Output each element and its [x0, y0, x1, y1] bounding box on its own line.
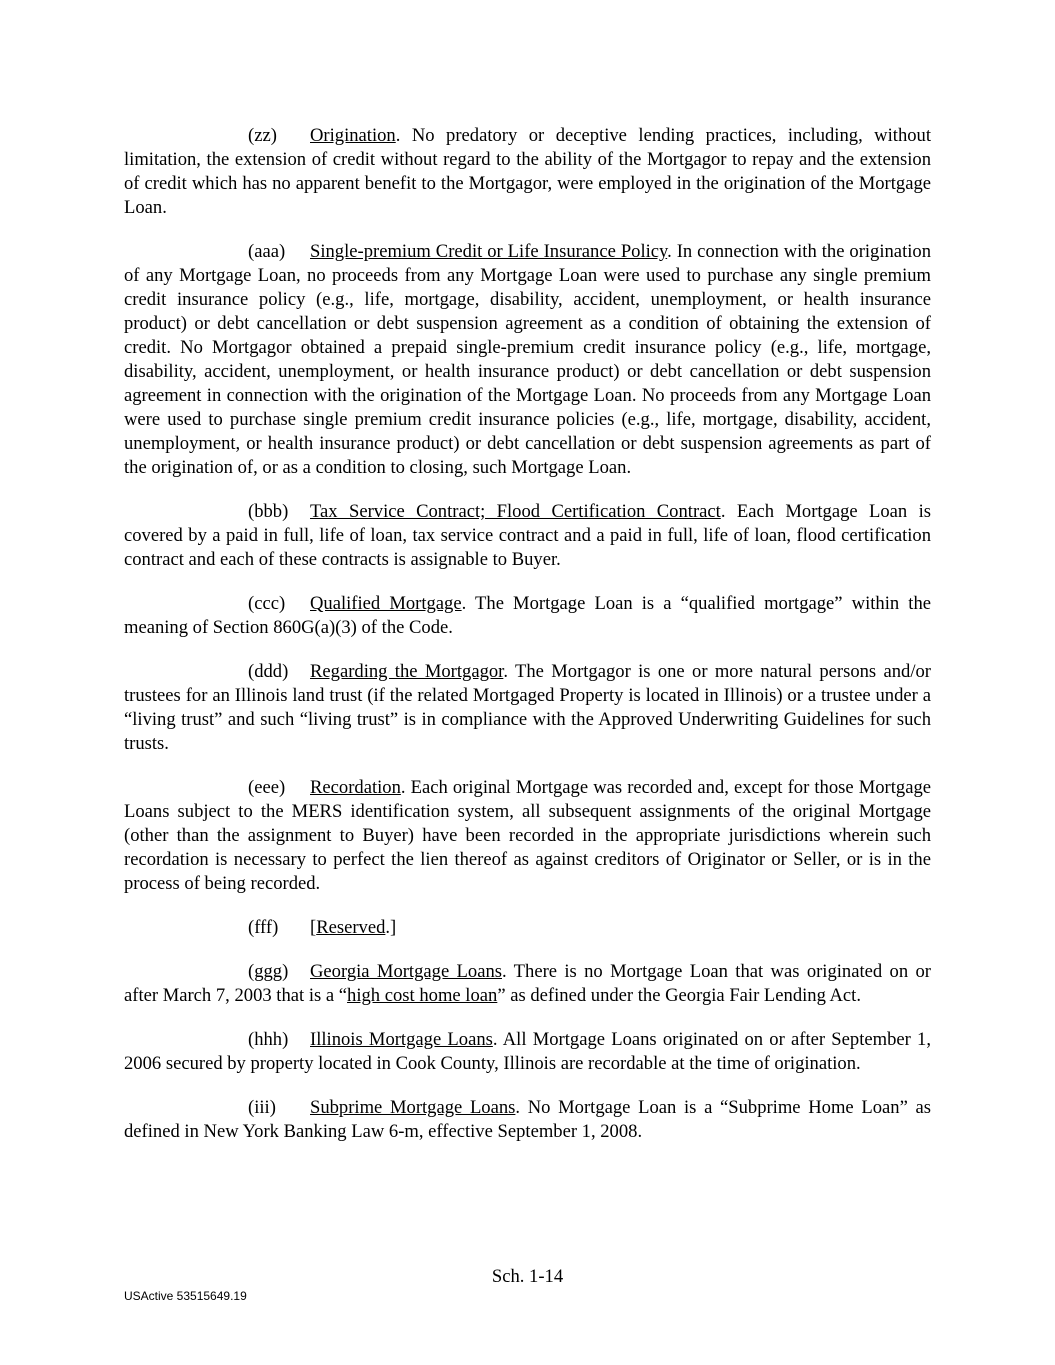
document-body	[124, 124, 931, 1164]
section-bbb	[124, 500, 931, 572]
section-hhh	[124, 1028, 931, 1076]
section-text: . The Mortgage Loan is a “qualified mortgage” within the meaning of Section 860G(a)(3) of the Code.	[124, 593, 932, 638]
section-text: . No predatory or deceptive lending practices, including, without limitation, the extension of credit without regard to the ability of the Mortgagor to repay and the extension of credit which has no apparent benefit to the Mortgagor, were employed in the origination of the Mortgage Loan.	[124, 125, 931, 218]
section-heading: Recordation	[310, 777, 401, 798]
defined-term: high cost home loan	[347, 985, 498, 1006]
section-number: (aaa)	[248, 241, 286, 262]
section-number: (zz)	[248, 125, 277, 146]
section-zz	[124, 124, 931, 220]
document-id: USActive 53515649.19	[124, 1289, 247, 1303]
section-ddd	[124, 660, 931, 756]
section-text: .]	[385, 917, 397, 938]
section-ggg	[124, 960, 931, 1008]
section-heading: Tax Service Contract; Flood Certification Contract	[310, 501, 721, 522]
section-eee	[124, 776, 931, 896]
section-heading: Single-premium Credit or Life Insurance Policy	[310, 241, 668, 262]
section-number: (ccc)	[248, 593, 286, 614]
page-number: Sch. 1-14	[491, 1266, 564, 1287]
section-text-after: ” as defined under the Georgia Fair Lending Act.	[497, 985, 861, 1006]
section-number: (ggg)	[248, 961, 289, 982]
section-text: . No Mortgage Loan is a “Subprime Home Loan” as defined in New York Banking Law 6-m, effective September 1, 2008.	[124, 1097, 931, 1142]
section-text: . In connection with the origination of any Mortgage Loan, no proceeds from any Mortgage Loan were used to purchase any single premium credit insurance policy (e.g., life, mortgage, disability, accident, unemployment, or health insurance product) or debt cancellation or debt suspension agreement as a condition of obtaining the extension of credit. No Mortgagor obtained a prepaid single-premium credit insurance policy (e.g., life, mortgage, disability, accident, unemployment, or health insurance product) or debt cancellation or debt suspension agreement in connection with the origination of the Mortgage Loan. No proceeds from any Mortgage Loan were used to purchase single premium credit insurance policies (e.g., life, mortgage, disability, accident, unemployment, or health insurance product) or debt cancellation or debt suspension agreements as part of the origination of, or as a condition to closing, such Mortgage Loan.	[124, 241, 931, 478]
section-heading: Origination	[310, 125, 396, 146]
section-text: . The Mortgagor is one or more natural persons and/or trustees for an Illinois land trust (if the related Mortgaged Property is located in Illinois) or a trustee under a “living trust” and such “living trust” is in compliance with the Approved Underwriting Guidelines for such trusts.	[124, 661, 931, 754]
section-number: (hhh)	[248, 1029, 289, 1050]
section-prefix: [	[310, 917, 317, 938]
section-heading: Qualified Mortgage	[310, 593, 462, 614]
section-heading: Illinois Mortgage Loans	[310, 1029, 493, 1050]
section-number: (fff)	[248, 917, 279, 938]
section-iii	[124, 1096, 931, 1144]
section-number: (bbb)	[248, 501, 289, 522]
section-fff	[124, 916, 931, 940]
section-heading: Subprime Mortgage Loans	[310, 1097, 516, 1118]
section-aaa	[124, 240, 931, 480]
section-heading: Reserved	[316, 917, 386, 938]
section-heading: Regarding the Mortgagor	[310, 661, 504, 682]
section-heading: Georgia Mortgage Loans	[310, 961, 502, 982]
section-text: . Each Mortgage Loan is covered by a paid in full, life of loan, tax service contract and a paid in full, life of loan, flood certification contract and each of these contracts is assignable to Buyer.	[124, 501, 932, 570]
section-number: (ddd)	[248, 661, 289, 682]
section-number: (eee)	[248, 777, 286, 798]
section-number: (iii)	[248, 1097, 276, 1118]
section-text: . There is no Mortgage Loan that was originated on or after March 7, 2003 that is a “	[124, 961, 931, 1006]
section-text: . All Mortgage Loans originated on or after September 1, 2006 secured by property located in Cook County, Illinois are recordable at the time of origination.	[124, 1029, 931, 1074]
section-text: . Each original Mortgage was recorded and, except for those Mortgage Loans subject to the MERS identification system, all subsequent assignments of the original Mortgage (other than the assignment to Buyer) have been recorded in the appropriate jurisdictions wherein such recordation is necessary to perfect the lien thereof as against creditors of Originator or Seller, or is in the process of being recorded.	[124, 777, 931, 894]
section-ccc	[124, 592, 931, 640]
